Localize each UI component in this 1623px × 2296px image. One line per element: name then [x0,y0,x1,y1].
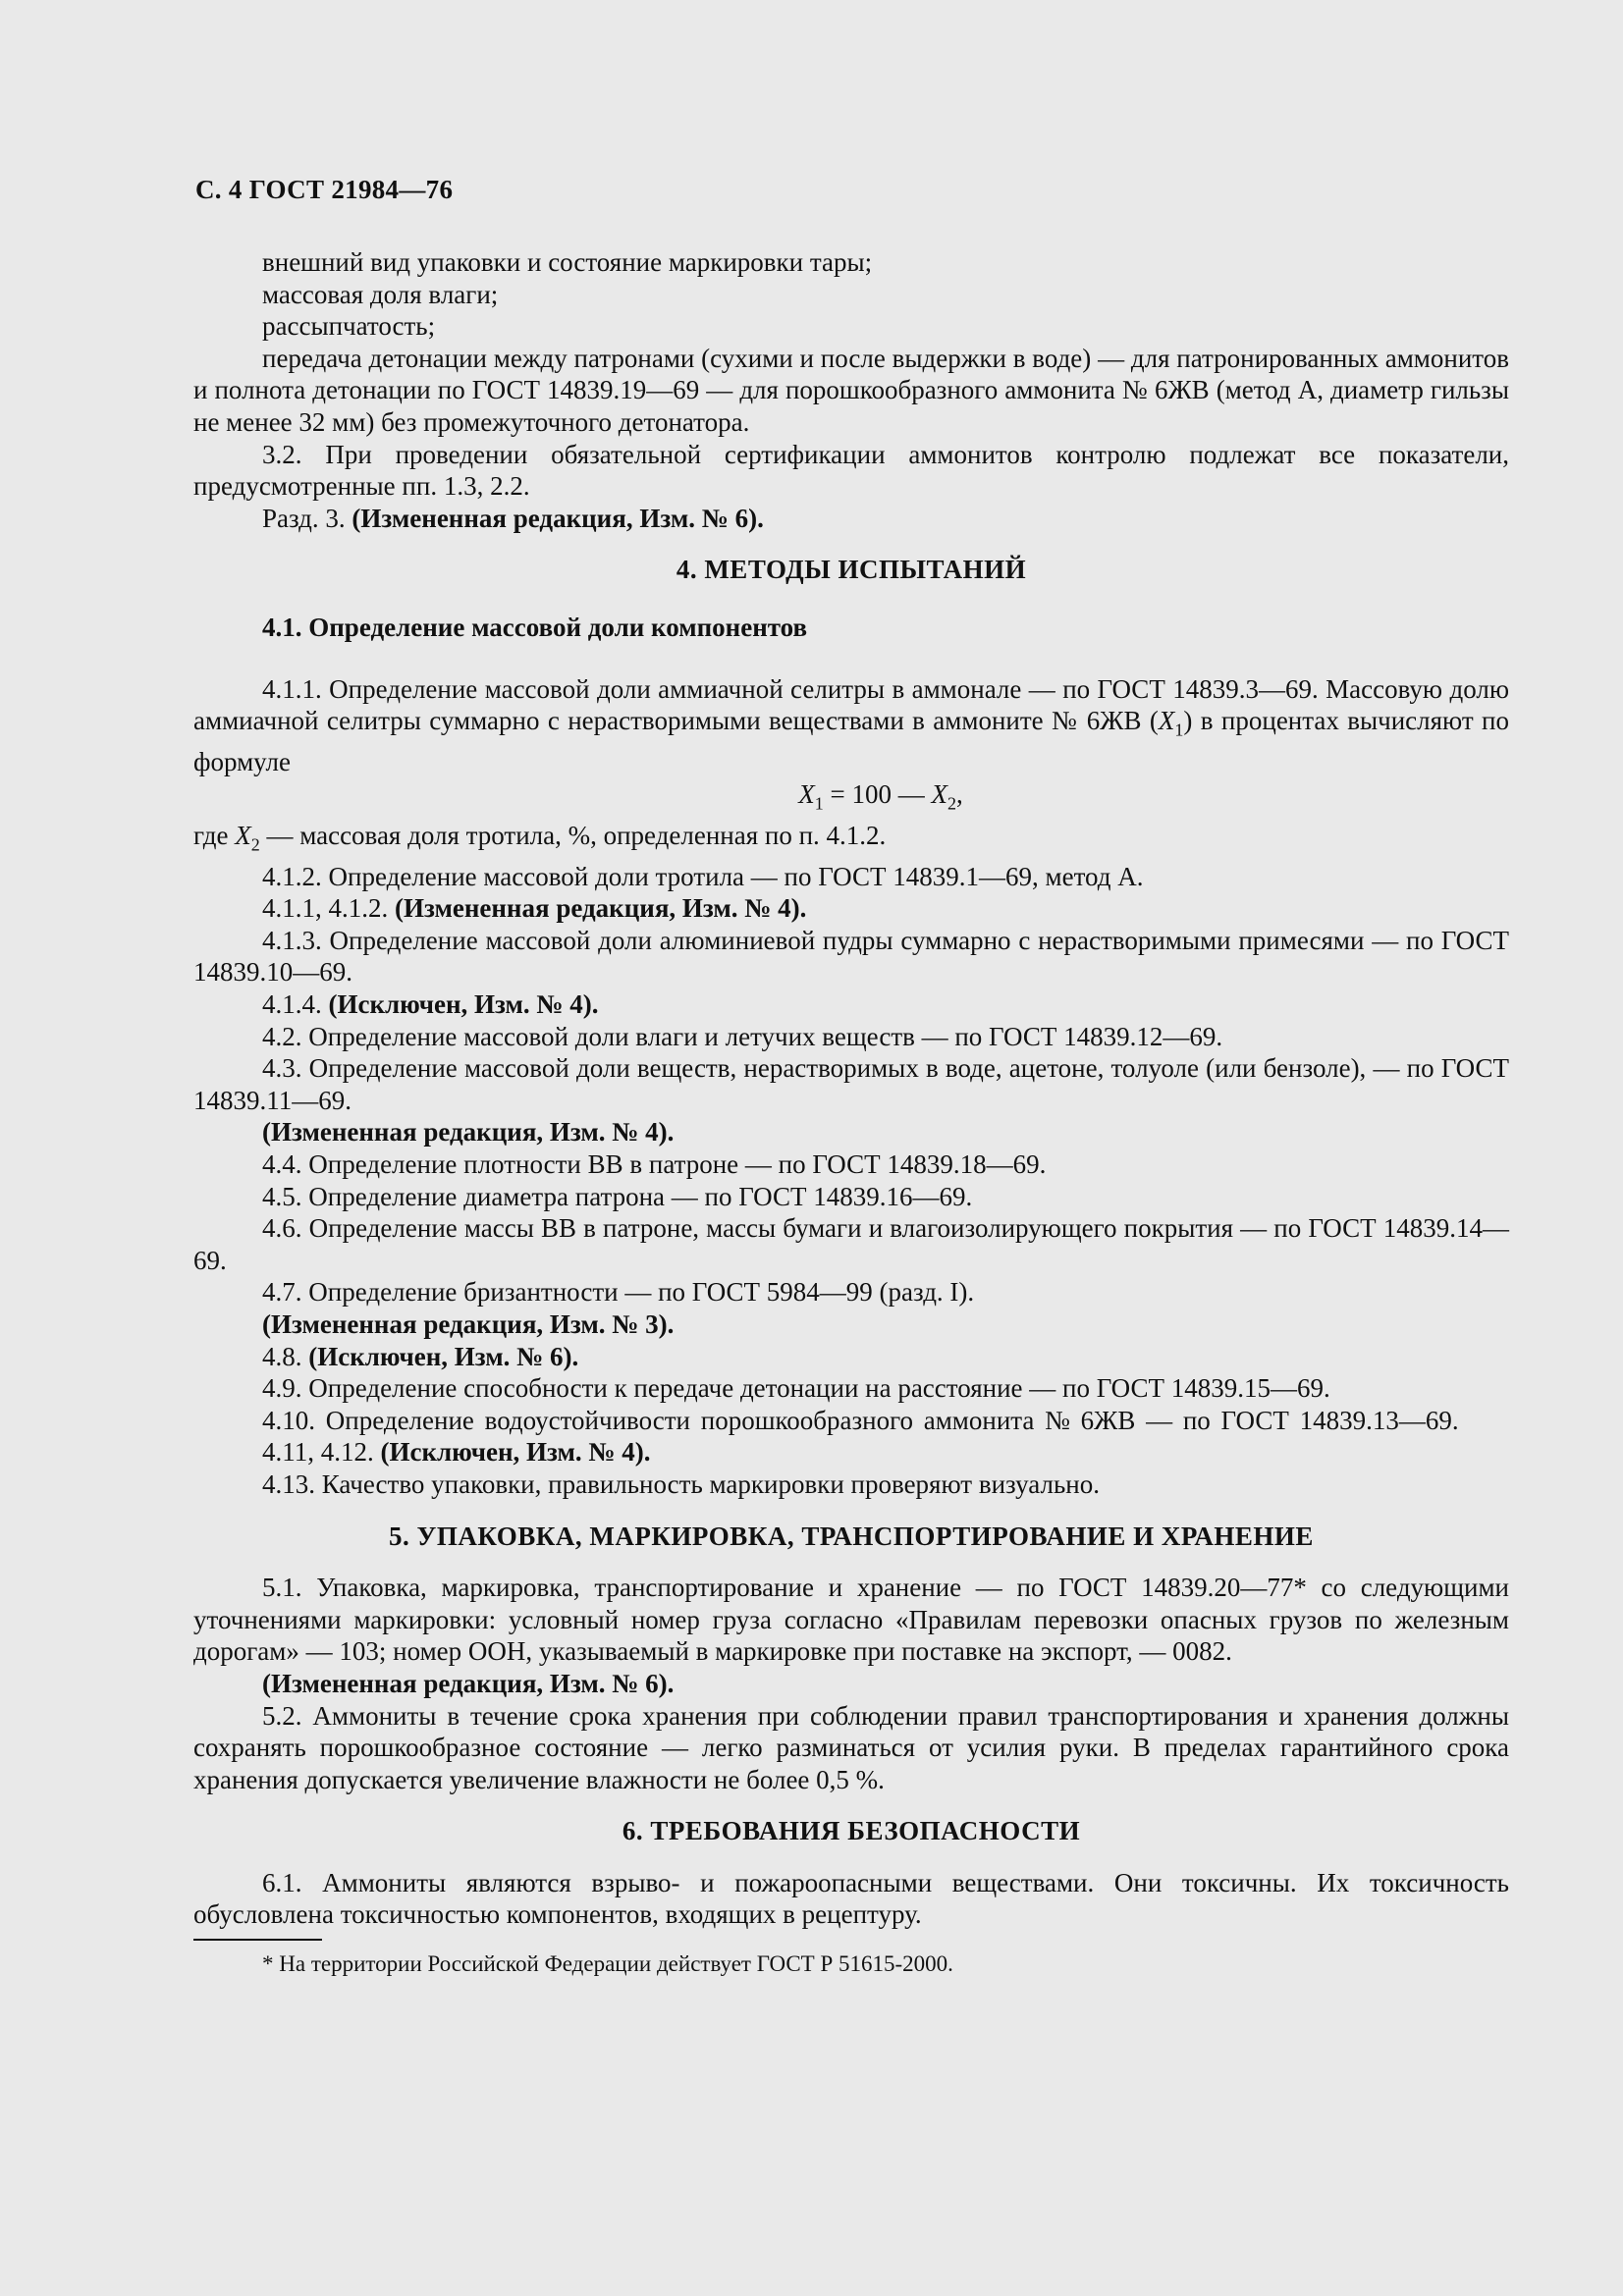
amendment-note: (Измененная редакция, Изм. № 4). [262,1117,675,1148]
note-prefix: 4.1.4. [262,989,329,1020]
amendment-note: (Измененная редакция, Изм. № 6). [262,1668,675,1698]
note-prefix: 4.11, 4.12. [262,1437,381,1468]
paragraph: 4.1.3. Определение массовой доли алюминиевой пудры суммарно с нерастворимыми примесями — по ГОСТ 14839.10—69. [193,925,1509,988]
paragraph: 4.5. Определение диаметра патрона — по ГОСТ 14839.16—69. [262,1181,973,1211]
paragraph: 4.10. Определение водоустойчивости порошкообразного аммонита № 6ЖВ — по ГОСТ 14839.13—69. [262,1405,1459,1435]
paragraph-text: где [193,820,236,850]
amendment-note [193,892,1509,925]
paragraph-text: 4.1.1. Определение массовой доли аммиачной селитры в аммонале — по ГОСТ 14839.3—69. Массовую долю аммиачной селитры суммарно с нерастворимыми веществами в аммоните № 6ЖВ [193,673,1509,736]
formula [193,778,1509,820]
page-number: С. 4 ГОСТ 21984—76 [195,175,454,204]
paragraph: 4.3. Определение массовой доли веществ, нерастворимых в воде, ацетоне, толуоле (или бензоле), — по ГОСТ 14839.11—69. [193,1053,1509,1115]
paragraph: 4.2. Определение массовой доли влаги и летучих веществ — по ГОСТ 14839.12—69. [262,1021,1223,1051]
paragraph: 4.9. Определение способности к передаче детонации на расстояние — по ГОСТ 14839.15—69. [262,1373,1330,1404]
paragraph: 4.13. Качество упаковки, правильность маркировки проверяют визуально. [262,1468,1100,1499]
amendment-note [193,988,1509,1021]
subscript: 1 [814,793,824,814]
amendment-text: (Измененная редакция, Изм. № 6). [352,503,764,533]
amendment-note [193,1341,1509,1373]
section-heading-4: 4. МЕТОДЫ ИСПЫТАНИЙ [676,555,1027,585]
subscript: 2 [947,793,956,814]
paragraph: внешний вид упаковки и состояние маркировки тары; [262,247,873,277]
amendment-note [193,503,1509,535]
paragraph: 4.1.1. Определение массовой доли аммиачной селитры в аммонале — по ГОСТ 14839.3—69. Массовую долю аммиачной селитры суммарно с нерастворимыми веществами в аммоните № 6ЖВ $(X_1)$ в процентах вычисляют по формуле [193,673,1510,777]
section-heading-6: 6. ТРЕБОВАНИЯ БЕЗОПАСНОСТИ [622,1816,1081,1846]
note-prefix: Разд. 3. [262,503,352,533]
formula-text: = 100 — [823,778,932,809]
paragraph: 4.7. Определение бризантности — по ГОСТ 5984—99 (разд. I). [262,1277,975,1308]
paragraph-text: — массовая доля тротила, %, определенная по п. 4.1.2. [259,820,887,850]
paragraph: 3.2. При проведении обязательной сертификации аммонитов контролю подлежат все показатели, предусмотренные пп. 1.3, 2.2. [193,439,1509,502]
paragraph: массовая доля влаги; [262,279,499,309]
amendment-note: (Измененная редакция, Изм. № 3). [262,1308,675,1339]
variable: X [931,778,947,809]
paragraph: 4.6. Определение массы ВВ в патроне, массы бумаги и влагоизолирующего покрытия — по ГОСТ 14839.14—69. [193,1213,1509,1275]
subscript: 2 [250,834,260,855]
paragraph: 5.2. Аммониты в течение срока хранения при соблюдении правил транспортирования и хранения должны сохранять порошкообразное состояние — легко разминаться от усилия руки. В пределах гарантийного срока хранения допускается увеличение влажности не более 0,5 %. [193,1700,1509,1794]
section-heading-5: 5. УПАКОВКА, МАРКИРОВКА, ТРАНСПОРТИРОВАНИЕ И ХРАНЕНИЕ [389,1521,1314,1551]
note-prefix: 4.8. [262,1341,309,1371]
paragraph-text: в процентах вычисляют по формуле [193,706,1510,777]
footnote-divider [193,1939,322,1941]
variable: X [1158,706,1175,736]
paragraph: 6.1. Аммониты являются взрыво- и пожароопасными веществами. Они токсичны. Их токсичность обусловлена токсичностью компонентов, входящих в рецептуру. [193,1867,1509,1930]
subsection-heading-4-1: 4.1. Определение массовой доли компонентов [262,612,808,642]
footnote: * На территории Российской Федерации действует ГОСТ Р 51615-2000. [262,1951,953,1977]
paragraph: рассыпчатость; [262,311,436,342]
paragraph: 4.4. Определение плотности ВВ в патроне — по ГОСТ 14839.18—69. [262,1149,1047,1180]
amendment-text: (Исключен, Изм. № 4). [328,989,599,1020]
paragraph: 5.1. Упаковка, маркировка, транспортирование и хранение — по ГОСТ 14839.20—77* со следующими уточнениями маркировки: условный номер груза согласно «Правилам перевозки опасных грузов по железным дорогам» — 103; номер ООН, указываемый в маркировке при поставке на экспорт, — 0082. [193,1573,1509,1667]
paragraph: 4.1.2. Определение массовой доли тротила — по ГОСТ 14839.1—69, метод А. [262,861,1144,891]
variable: X [235,820,251,850]
amendment-note [193,1436,1509,1468]
formula-text: , [955,778,963,809]
variable: X [798,778,815,809]
amendment-text: (Измененная редакция, Изм. № 4). [395,893,807,924]
amendment-text: (Исключен, Изм. № 4). [380,1437,651,1468]
document-body [193,246,1509,1981]
subscript: 1 [1174,720,1184,740]
paragraph: передача детонации между патронами (сухими и после выдержки в воде) — для патронированных аммонитов и полнота детонации по ГОСТ 14839.19—69 — для порошкообразного аммонита № 6ЖВ (метод А, диаметр гильзы не менее 32 мм) без промежуточного детонатора. [193,343,1509,437]
amendment-text: (Исключен, Изм. № 6). [308,1341,579,1371]
paragraph [193,820,1509,861]
note-prefix: 4.1.1, 4.1.2. [262,893,395,924]
